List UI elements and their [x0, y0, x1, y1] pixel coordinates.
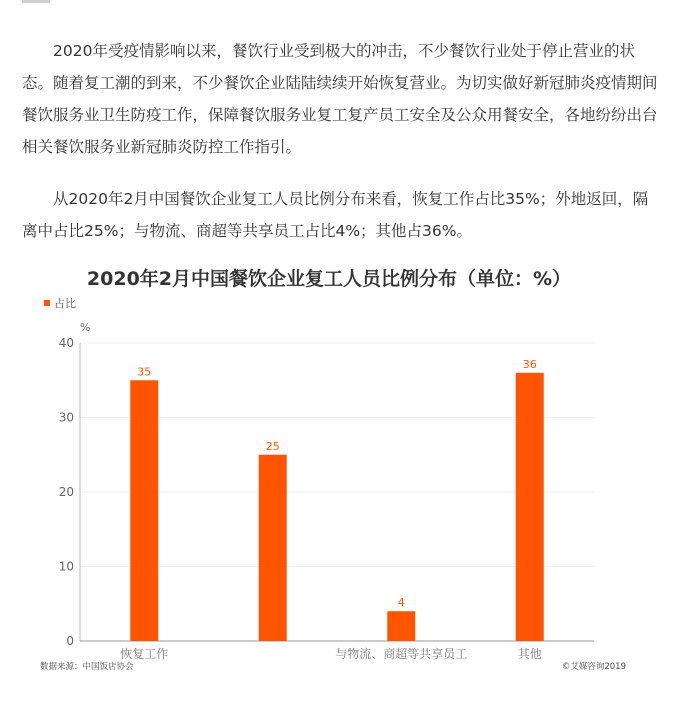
article-paragraph-2: 从2020年2月中国餐饮企业复工人员比例分布来看，恢复工作占比35%；外地返回，隔离中占比25%；与物流、商超等共享员工占比4%；其他占36%。 — [22, 190, 649, 240]
chart-title: 2020年2月中国餐饮企业复工人员比例分布（单位：%） — [86, 268, 572, 290]
bar-value-label: 4 — [397, 596, 405, 610]
bar-series — [130, 373, 544, 641]
bar — [516, 373, 544, 641]
bar — [259, 455, 287, 641]
y-tick-label: 30 — [58, 410, 74, 425]
y-axis-ticks — [59, 336, 74, 648]
top-divider — [22, 0, 50, 3]
bar-value-label: 25 — [265, 439, 280, 453]
x-tick-label: 与物流、商超等共享员工 — [335, 647, 468, 661]
x-tick-label: 其他 — [517, 647, 542, 661]
bar — [130, 380, 158, 641]
y-axis-unit: % — [80, 321, 91, 334]
x-axis-ticks — [120, 646, 542, 661]
x-tick-label: 恢复工作 — [120, 647, 169, 661]
y-tick-label: 40 — [58, 336, 74, 350]
bar — [387, 611, 415, 641]
bar-chart — [0, 255, 700, 685]
data-source: 数据来源：中国饭店协会 — [40, 662, 134, 672]
bar-value-label: 36 — [522, 357, 537, 371]
article-paragraph-1: 2020年受疫情影响以来，餐饮行业受到极大的冲击，不少餐饮行业处于停止营业的状态。随着复工潮的到来，不少餐饮企业陆陆续续开始恢复营业。为切实做好新冠肺炎疫情期间餐饮服务业卫生防疫工作，保障餐饮服务业复工复产员工安全及公众用餐安全，各地纷纷出台相关餐饮服务业新冠肺炎防控工作指引。 — [22, 42, 658, 156]
y-tick-label: 0 — [66, 634, 74, 648]
y-tick-label: 10 — [58, 559, 74, 574]
legend-label: 占比 — [54, 297, 76, 310]
bar-value-label: 35 — [137, 365, 152, 379]
legend-swatch — [44, 300, 50, 306]
copyright-notice: ©艾媒咨询2019 — [561, 662, 626, 672]
data-labels — [137, 358, 537, 609]
y-tick-label: 20 — [58, 485, 74, 499]
